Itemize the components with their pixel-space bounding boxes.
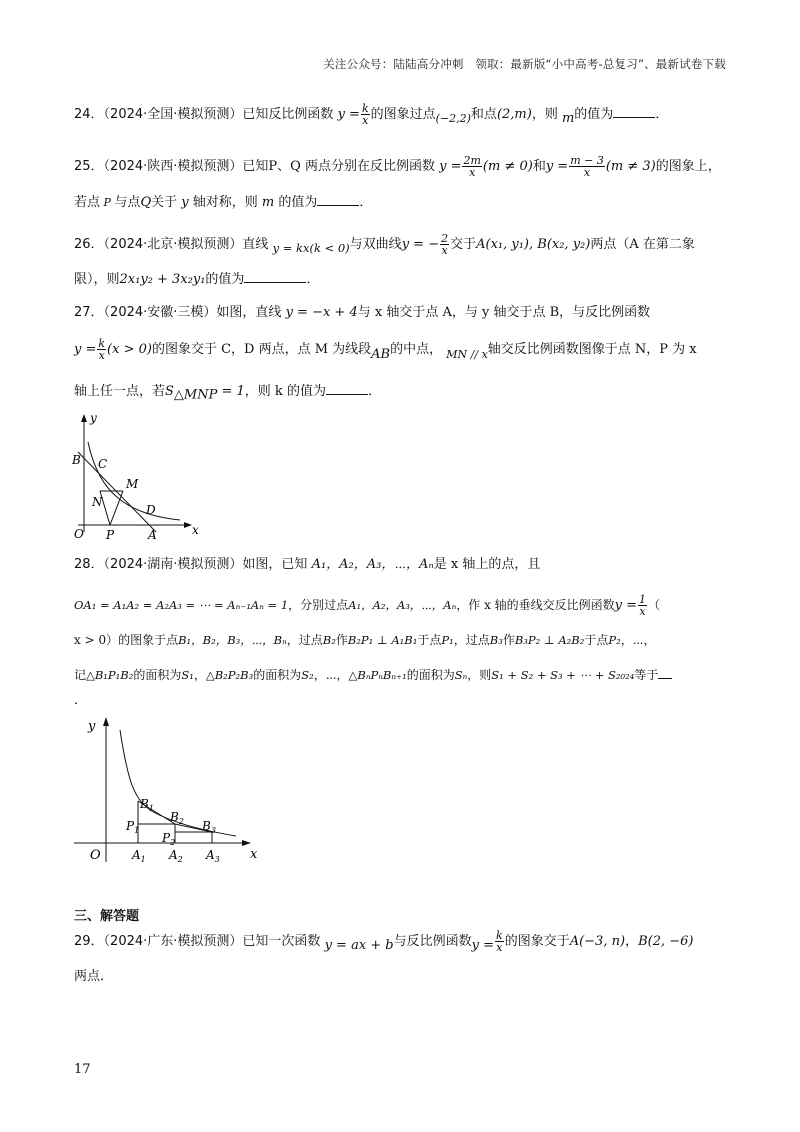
label-y: y: [88, 719, 96, 734]
x-axis-arrow: [242, 840, 251, 846]
question-28-end: ．: [74, 693, 88, 708]
label-b: B: [72, 453, 81, 467]
question-number: 24．: [74, 107, 104, 122]
page-header: 关注公众号：陆陆高分冲刺 领取：最新版“小中高考-总复习”、最新试卷下载: [323, 57, 726, 71]
question-24: 24．（2024·全国·模拟预测）已知反比例函数 y = $\frac{k}{x}$ 的图象过点$_{(-2,2)}$和点(2,m)，则 m的值为 ．: [74, 102, 669, 127]
label-p: P: [106, 528, 115, 542]
question-27-line-2: y = $\frac{k}{x}$ (x > 0)的图象交于 C，D 两点，点 M 为线段AB的中点， $_{MN // x}$轴交反比例函数图像于点 N，P 为 x: [74, 337, 697, 362]
question-28-line-3: x > 0）的图象于点B₁，B₂，B₃，⋯，Bₙ，过点B₂作B₂P₁ ⊥ A₁B₁于点P₁，过点B₃作B₃P₂ ⊥ A₂B₂于点P₂，⋯，: [74, 633, 656, 647]
page-number: 17: [74, 1062, 91, 1077]
question-26-line-2: 限），则2x₁y₂ + 3x₂y₁的值为 ．: [74, 272, 320, 287]
label-n: N: [92, 495, 103, 509]
label-o: O: [90, 848, 101, 863]
y-axis-arrow: [81, 414, 87, 422]
question-25: 25．（2024·陕西·模拟预测）已知P、Q 两点分别在反比例函数 y = $\frac{2m}{x}$ (m ≠ 0)和y = $\frac{m - 3}{x}$ (m ≠ 3)的图象上，: [74, 154, 721, 179]
y-axis-arrow: [103, 717, 109, 726]
label-d: D: [146, 503, 156, 517]
label-a2: $A_2$: [169, 848, 183, 864]
label-b3: $B_3$: [202, 819, 216, 835]
question-27: 27．（2024·安徽·三模）如图，直线 y = −x + 4与 x 轴交于点 A，与 y 轴交于点 B，与反比例函数: [74, 305, 651, 320]
question-28-line-4: 记△B₁P₁B₂的面积为S₁，△B₂P₂B₃的面积为S₂，⋯，△BₙPₙBₙ₊₁的面积为Sₙ，则S₁ + S₂ + S₃ + ⋯ + S₂₀₂₄等于: [74, 666, 726, 684]
figure-28: [70, 712, 270, 870]
question-28-line-2: OA₁ = A₁A₂ = A₂A₃ = ⋯ = Aₙ₋₁Aₙ = 1，分别过点A₁，A₂，A₃，⋯，Aₙ，作 x 轴的垂线交反比例函数y = $\frac{1}{x}$ （: [74, 593, 661, 618]
figure-27: [70, 410, 210, 542]
question-26: 26．（2024·北京·模拟预测）直线 y = kx(k < 0)与双曲线y = − $\frac{2}{x}$ 交于A(x₁, y₁), B(x₂, y₂)两点（A 在第二象: [74, 232, 695, 257]
label-b2: $B_2$: [170, 810, 184, 826]
question-29-line-2: 两点．: [74, 969, 114, 984]
label-x: x: [192, 523, 199, 537]
question-27-line-3: 轴上任一点，若$S_{\triangle MNP} = 1$，则 k 的值为 ．: [74, 384, 381, 403]
answer-blank[interactable]: [317, 193, 359, 206]
question-25-line-2: 若点 P 与点Q关于 y 轴对称，则 m 的值为 ．: [74, 195, 373, 210]
answer-blank[interactable]: [658, 666, 672, 679]
label-m: M: [126, 477, 139, 491]
label-o: O: [74, 527, 84, 541]
question-28: 28．（2024·湖南·模拟预测）如图，已知 A₁，A₂，A₃，⋯，Aₙ是 x 轴上的点，且: [74, 557, 541, 572]
line-ab: [78, 452, 156, 532]
question-source: （2024·全国·模拟预测）: [103, 107, 243, 122]
label-a3: $A_3$: [206, 848, 220, 864]
label-y: y: [90, 411, 97, 425]
label-b1: $B_1$: [140, 797, 154, 813]
section-title: 三、解答题: [74, 909, 140, 924]
x-axis-arrow: [184, 522, 192, 528]
label-a1: $A_1$: [132, 848, 146, 864]
answer-blank[interactable]: [613, 105, 655, 118]
answer-blank[interactable]: [244, 270, 306, 283]
label-a: A: [148, 528, 157, 542]
label-p1: $P_1$: [126, 819, 140, 835]
fraction-k-over-x: $\frac{k}{x}$: [361, 102, 369, 127]
answer-blank[interactable]: [326, 382, 368, 395]
label-p2: $P_2$: [162, 831, 176, 847]
label-c: C: [98, 457, 108, 471]
question-29: 29．（2024·广东·模拟预测）已知一次函数 y = ax + b与反比例函数y = $\frac{k}{x}$ 的图象交于A(−3, n)，B(2, −6): [74, 929, 694, 954]
label-x: x: [250, 847, 258, 862]
